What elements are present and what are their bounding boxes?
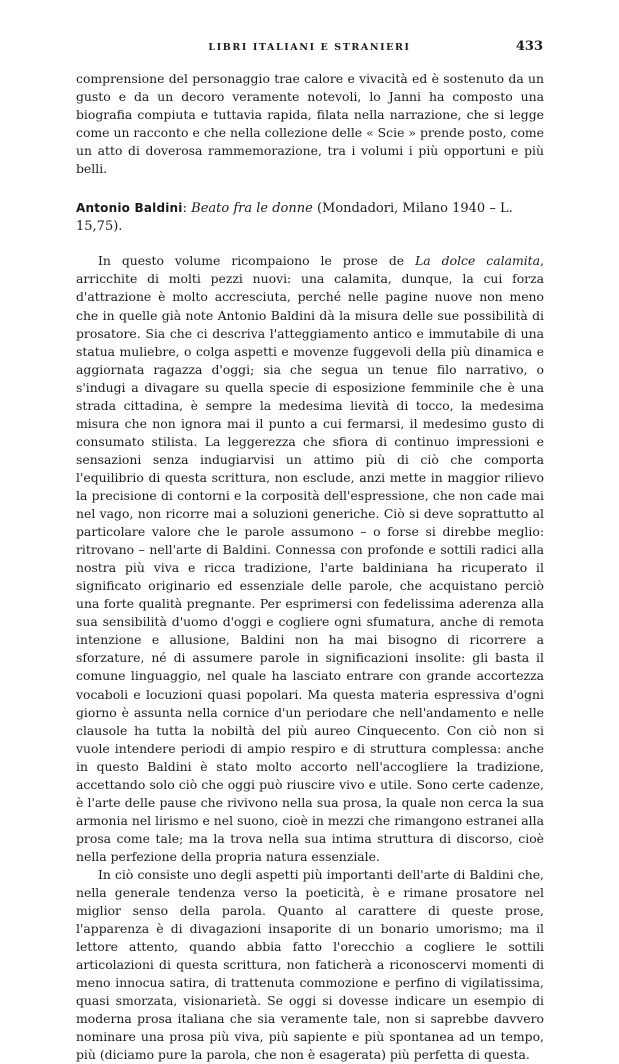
review-author: Antonio Baldini bbox=[76, 201, 183, 216]
review-heading bbox=[76, 199, 544, 236]
review-heading-colon: : bbox=[182, 201, 187, 217]
running-title: LIBRI ITALIANI E STRANIERI bbox=[208, 42, 411, 53]
review-cited-title: La dolce calamita bbox=[415, 253, 541, 269]
review-paragraph-1-lead: In questo volume ricompaiono le prose de bbox=[98, 253, 416, 269]
review-book-title: Beato fra le donne bbox=[191, 201, 313, 217]
review-paragraph-2: In ciò consiste uno degli aspetti più importanti dell'arte di Baldini che, nella generale tendenza verso la poeticità, è e rimane prosatore nel miglior senso della parola. Quanto al carattere di queste prose, l'apparenza è di divagazioni insaporite di un bonario umorismo; ma il lettore attento, quando abbia fatto l'orecchio a cogliere le sottili articolazioni di questa scrittura, non faticherà a riconoscervi momenti di meno innocua satira, di trattenuta commozione e perfino di vigilatissima, quasi smorzata, visionarietà. Se oggi si dovesse indicare un esempio di moderna prosa italiana che sia veramente tale, non si saprebbe davvero nominare una prosa più viva, più sapiente e più spontanea ad un tempo, più (diciamo pure la parola, che non è esagerata) più perfetta di questa. bbox=[76, 866, 544, 1063]
review-paragraph-1 bbox=[76, 252, 544, 866]
review-publication-info: (Mondadori, Milano 1940 – L. 15,75). bbox=[76, 201, 513, 235]
page-number: 433 bbox=[515, 39, 543, 54]
text-column bbox=[76, 70, 544, 1064]
prior-review-closing-paragraph: comprensione del personaggio trae calore e vivacità ed è sostenuto da un gusto e da un decoro veramente notevoli, lo Janni ha composto una biografia compiuta e tuttavia rapida, filata nella narrazione, che si legge come un racconto e che nella collezione delle « Scie » prende posto, come un atto di doverosa rammemorazione, tra i volumi i più opportuni e più belli. bbox=[76, 71, 544, 177]
review-paragraph-1-body: , arricchite di molti pezzi nuovi: una calamita, dunque, la cui forza d'attrazione è molto accresciuta, perché nelle pagine nuove non meno che in quelle già note Antonio Baldini dà la misura delle sue possibilità di prosatore. Sia che ci descriva l'atteggiamento antico e immutabile di una statua muliebre, o colga aspetti e movenze fuggevoli della più dinamica e aggiornata ragazza d'oggi; sia che segua un tenue filo narrativo, o s'indugi a divagare su quella specie di esposizione femminile che è una strada cittadina, è sempre la medesima lievità di tocco, la medesima misura che non ignora mai il punto a cui fermarsi, il medesimo gusto di consumato stilista. La leggerezza che sfiora di continuo impressioni e sensazioni senza indugiarvisi un attimo più di ciò che comporta l'equilibrio di questa scrittura, non esclude, anzi mette in maggior rilievo la precisione di contorni e la corposità dell'espressione, che non cade mai nel vago, non ricorre mai a soluzioni generiche. Ciò si deve soprattutto al particolare valore che le parole assumono – o forse si direbbe meglio: ritrovano – nell'arte di Baldini. Connessa con profonde e sottili radici alla nostra più viva e ricca tradizione, l'arte baldiniana ha ricuperato il significato originario ed essenziale delle parole, che acquistano perciò una forte qualità pregnante. Per esprimersi con fedelissima aderenza alla sua sensibilità d'uomo d'oggi e cogliere ogni sfumatura, anche di remota intenzione e allusione, Baldini non ha mai bisogno di ricorrere a sforzature, né di assumere parole in significazioni insolite: gli basta il comune linguaggio, nel quale ha lasciato entrare con grande accortezza vocaboli e locuzioni quasi popolari. Ma questa materia espressiva d'ogni giorno è assunta nella cornice d'un periodare che nell'andamento e nelle clausole ha tutta la nobiltà del più aureo Cinquecento. Con ciò non si vuole intendere periodi di ampio respiro e di struttura complessa: anche in questo Baldini è stato molto accorto nell'accogliere la tradizione, accettando solo ciò che oggi può riuscire vivo e utile. Sono certe cadenze, è l'arte delle pause che rivivono nella sua prosa, la quale non cerca la sua armonia nel lirismo e nel suono, cioè in mezzi che rimangono estranei alla prosa come tale; ma la trova nella sua intima struttura di discorso, cioè nella perfezione della propria natura essenziale. bbox=[76, 253, 544, 864]
running-header bbox=[76, 39, 543, 54]
